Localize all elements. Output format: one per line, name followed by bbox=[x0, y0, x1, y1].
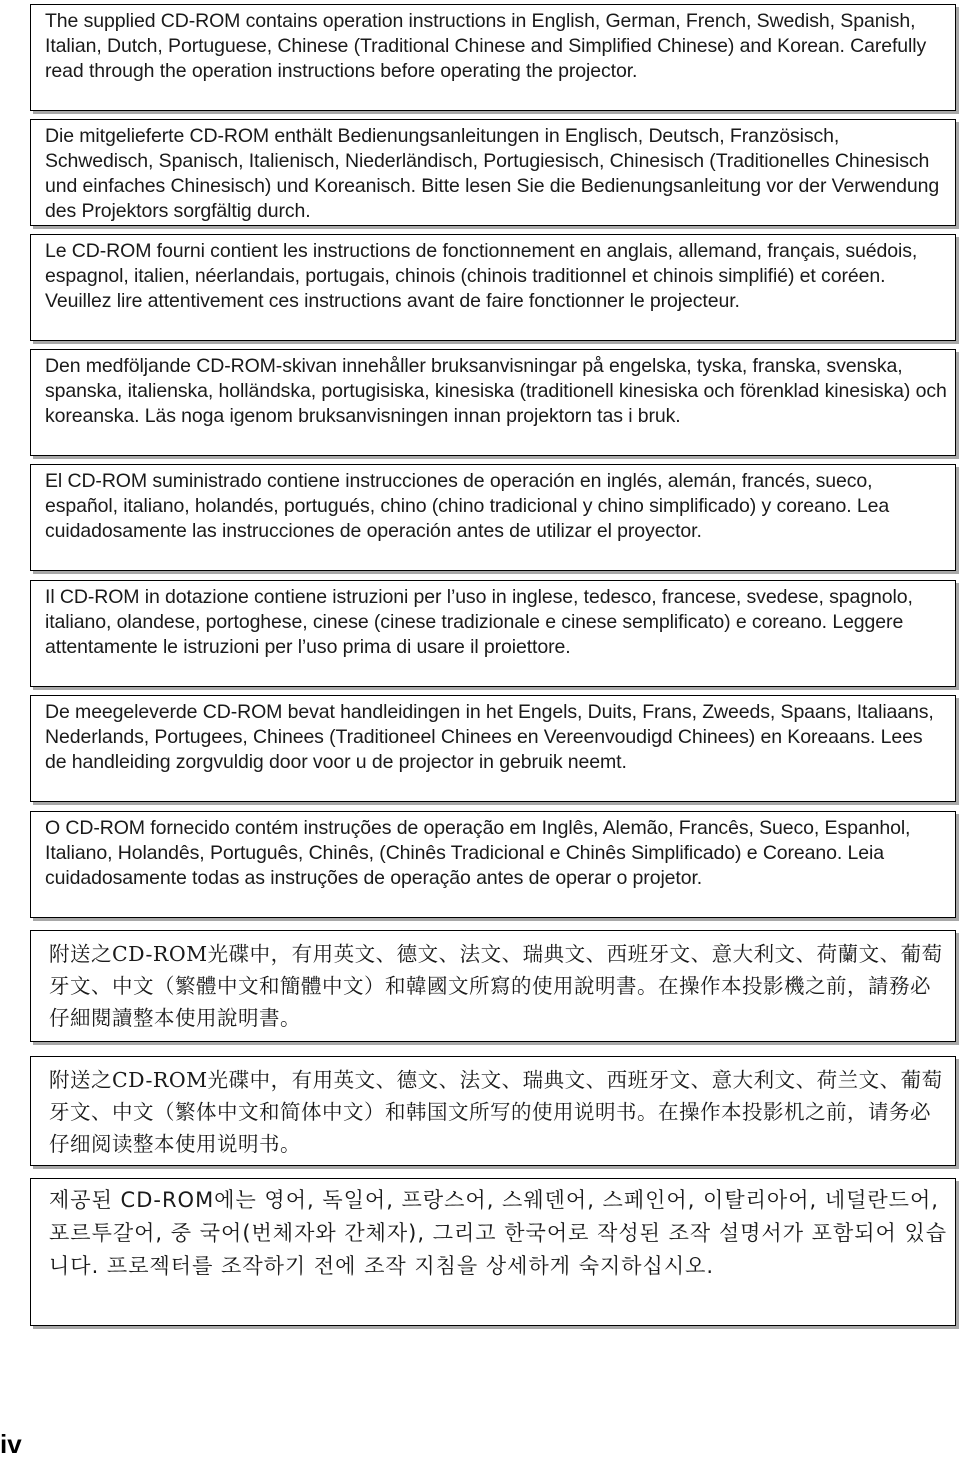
page-number: iv bbox=[0, 1429, 22, 1459]
notice-dutch: De meegeleverde CD-ROM bevat handleidingen in het Engels, Duits, Frans, Zweeds, Spaans, Italiaans, Nederlands, Portugees, Chinees (Traditioneel Chinees en Vereenvoudigd Chinees) en Koreaans. Lees de handleiding zorgvuldig door voor u de projector in gebruik neemt. bbox=[30, 695, 956, 802]
notice-swedish: Den medföljande CD-ROM-skivan innehåller bruksanvisningar på engelska, tyska, franska, svenska, spanska, italienska, holländska, portugisiska, kinesiska (traditionell kinesiska och förenklad kinesiska) och koreanska. Läs noga igenom bruksanvisningen innan projektorn tas i bruk. bbox=[30, 349, 956, 456]
notice-italian: Il CD-ROM in dotazione contiene istruzioni per l’uso in inglese, tedesco, francese, svedese, spagnolo, italiano, olandese, portoghese, cinese (cinese tradizionale e cinese semplificato) e coreano. Leggere attentamente le istruzioni per l’uso prima di usare il proiettore. bbox=[30, 580, 956, 687]
notice-korean: 제공된 CD-ROM에는 영어, 독일어, 프랑스어, 스웨덴어, 스페인어, 이탈리아어, 네덜란드어, 포르투갈어, 중 국어(번체자와 간체자), 그리고 한국어로 작성된 조작 설명서가 포함되어 있습니다. 프로젝터를 조작하기 전에 조작 지침을 상세하게 숙지하십시오. bbox=[30, 1178, 956, 1326]
notice-german: Die mitgelieferte CD-ROM enthält Bedienungsanleitungen in Englisch, Deutsch, Französisch, Schwedisch, Spanisch, Italienisch, Niederländisch, Portugiesisch, Chinesisch (Traditionelles Chinesisch und einfaches Chinesisch) und Koreanisch. Bitte lesen Sie die Bedienungsanleitung vor der Verwendung des Projektors sorgfältig durch. bbox=[30, 119, 956, 226]
notice-french: Le CD-ROM fourni contient les instructions de fonctionnement en anglais, allemand, français, suédois, espagnol, italien, néerlandais, portugais, chinois (chinois traditionnel et chinois simplifié) et coréen. Veuillez lire attentivement ces instructions avant de faire fonctionner le projecteur. bbox=[30, 234, 956, 341]
notice-chinese-simplified: 附送之CD-ROM光碟中，有用英文、德文、法文、瑞典文、西班牙文、意大利文、荷兰文、葡萄牙文、中文（繁体中文和简体中文）和韩国文所写的使用说明书。在操作本投影机之前，请务必仔细阅读整本使用说明书。 bbox=[30, 1056, 956, 1166]
notice-portuguese: O CD-ROM fornecido contém instruções de operação em Inglês, Alemão, Francês, Sueco, Espanhol, Italiano, Holandês, Português, Chinês, (Chinês Tradicional e Chinês Simplificado) e Coreano. Leia cuidadosamente todas as instruções de operação antes de operar o projetor. bbox=[30, 811, 956, 918]
notice-spanish: El CD-ROM suministrado contiene instrucciones de operación en inglés, alemán, francés, sueco, español, italiano, holandés, portugués, chino (chino tradicional y chino simplificado) y coreano. Lea cuidadosamente las instrucciones de operación antes de utilizar el proyector. bbox=[30, 464, 956, 571]
notice-english: The supplied CD-ROM contains operation instructions in English, German, French, Swedish, Spanish, Italian, Dutch, Portuguese, Chinese (Traditional Chinese and Simplified Chinese) and Korean. Carefully read through the operation instructions before operating the projector. bbox=[30, 4, 956, 111]
notice-chinese-traditional: 附送之CD-ROM光碟中，有用英文、德文、法文、瑞典文、西班牙文、意大利文、荷蘭文、葡萄牙文、中文（繁體中文和簡體中文）和韓國文所寫的使用說明書。在操作本投影機之前，請務必仔細閱讀整本使用說明書。 bbox=[30, 930, 956, 1042]
